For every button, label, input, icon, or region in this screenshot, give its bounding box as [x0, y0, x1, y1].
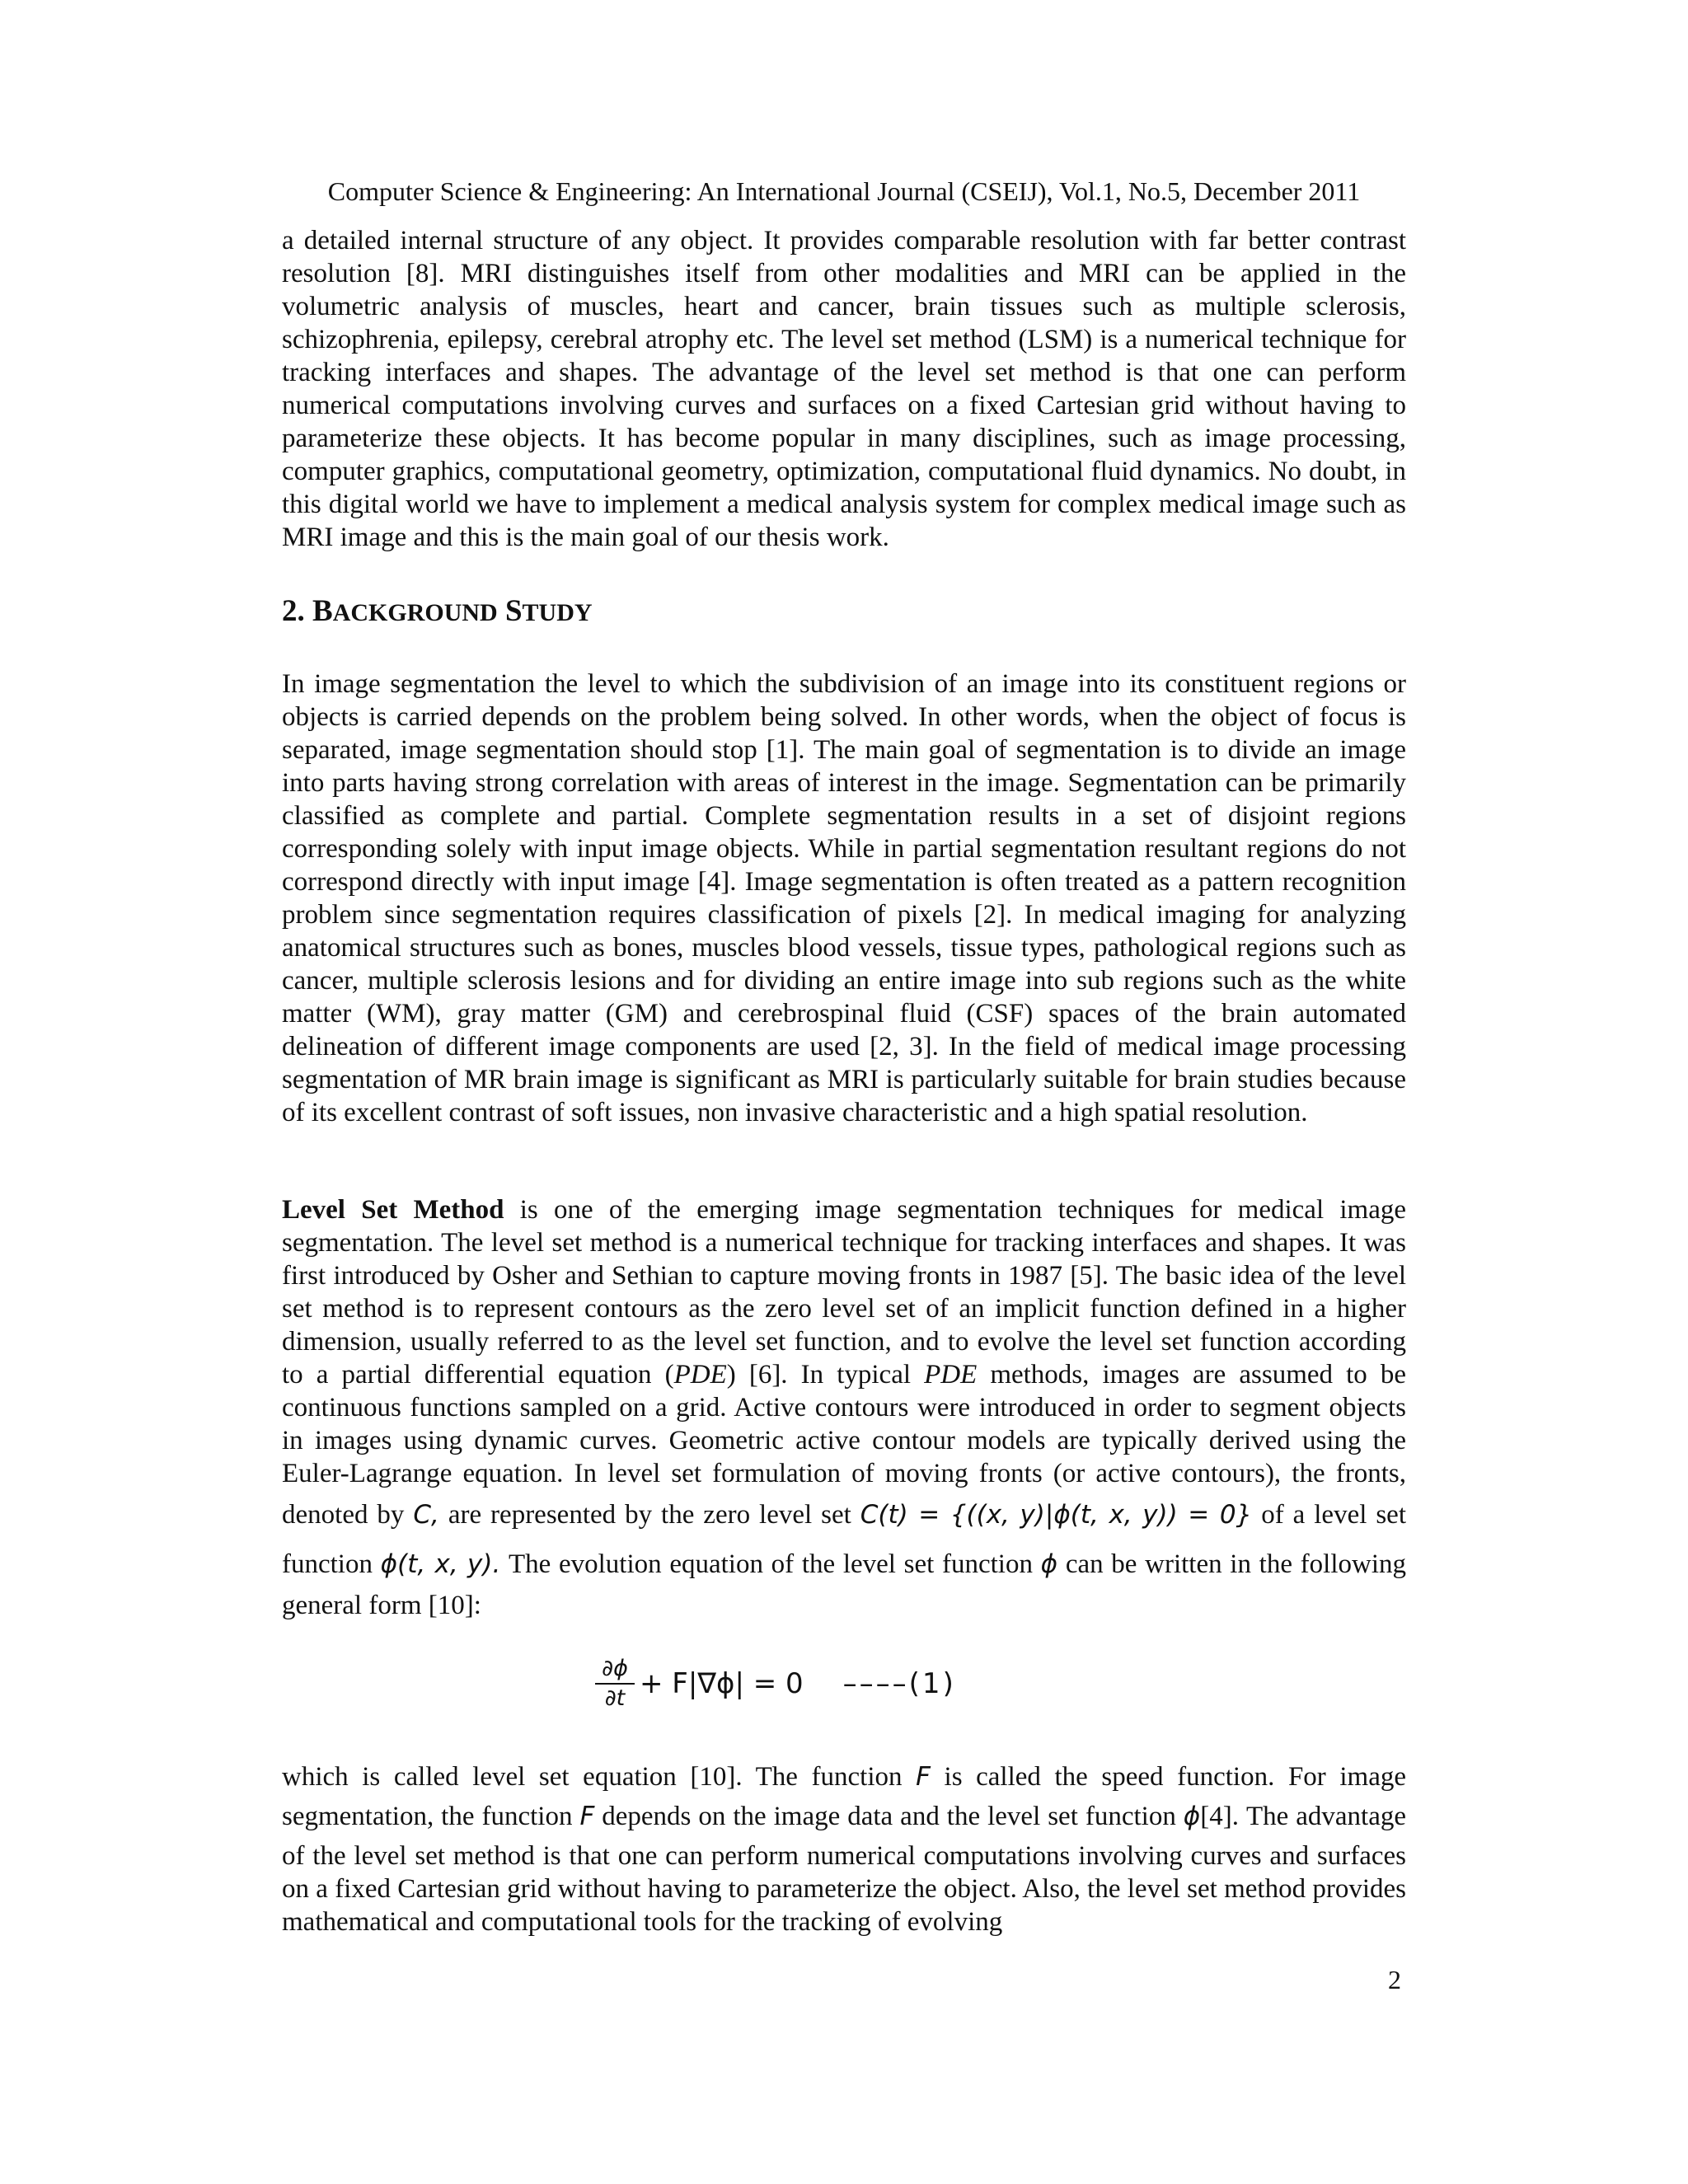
heading-rest-study: TUDY	[522, 599, 593, 626]
level-set-paragraph	[282, 1193, 1406, 1622]
background-paragraph: In image segmentation the level to which the subdivision of an image into its constituent regions or objects is carried depends on the problem being solved. In other words, when the object of focus is separated, image segmentation should stop [1]. The main goal of segmentation is to divide an image into parts having strong correlation with areas of interest in the image. Segmentation can be primarily classified as complete and partial. Complete segmentation results in a set of disjoint regions corresponding solely with input image objects. While in partial segmentation resultant regions do not correspond directly with input image [4]. Image segmentation is often treated as a pattern recognition problem since segmentation requires classification of pixels [2]. In medical imaging for analyzing anatomical structures such as bones, muscles blood vessels, tissue types, pathological regions such as cancer, multiple sclerosis lesions and for dividing an entire image into sub regions such as the white matter (WM), gray matter (GM) and cerebrospinal fluid (CSF) spaces of the brain automated delineation of different image components are used [2, 3]. In the field of medical image processing segmentation of MR brain image is significant as MRI is particularly suitable for brain studies because of its excellent contrast of soft issues, non invasive characteristic and a high spatial resolution.	[282, 669, 1406, 1127]
lsm-text-3: methods, images are assumed to be continuous functions sampled on a grid. Active contours were introduced in order to segment objects in images using dynamic curves. Geometric active contour models are typically derived using the Euler-Lagrange equation. In level set formulation of moving fronts (or active contours), the fronts, denoted by	[282, 1360, 1407, 1530]
lsm-text-4: are represented by the zero level set	[438, 1500, 860, 1530]
lsm-text-2: ) [6]. In typical	[726, 1360, 925, 1390]
final-text-3: depends on the image data and the level set function	[594, 1802, 1184, 1831]
math-zero-level-set: C(t) = {((x, y)|ϕ(t, x, y)) = 0}	[860, 1500, 1253, 1530]
math-phi-txy: ϕ(t, x, y).	[380, 1549, 501, 1579]
pde-term: PDE	[673, 1360, 727, 1390]
final-text-4: [4]. The advantage of the level set method is that one can perform numerical computations involving curves and surfaces on a fixed Cartesian grid without having to parameterize the object. Also, the level set method provides mathematical and computational tools for the tracking of evolving	[282, 1802, 1406, 1937]
level-set-bold-lead: Level Set Method	[282, 1195, 504, 1225]
final-text-1: which is called level set equation [10]. The function	[282, 1762, 917, 1792]
math-c: C,	[413, 1500, 439, 1530]
math-phi: ϕ	[1040, 1549, 1058, 1579]
heading-initial-s: S	[504, 594, 523, 628]
intro-paragraph: a detailed internal structure of any object. It provides comparable resolution with far better contrast resolution [8]. MRI distinguishes itself from other modalities and MRI can be applied in the volumetric analysis of muscles, heart and cancer, brain tissues such as multiple sclerosis, schizophrenia, epilepsy, cerebral atrophy etc. The level set method (LSM) is a numerical technique for tracking interfaces and shapes. The advantage of the level set method is that one can perform numerical computations involving curves and surfaces on a fixed Cartesian grid without having to parameterize these objects. It has become popular in many disciplines, such as image processing, computer graphics, computational geometry, optimization, computational fluid dynamics. No doubt, in this digital world we have to implement a medical analysis system for complex medical image such as MRI image and this is the main goal of our thesis work.	[282, 226, 1406, 552]
equation-number: ––––(1)	[842, 1667, 956, 1700]
lsm-text-6: The evolution equation of the level set function	[500, 1549, 1041, 1579]
section-number: 2.	[282, 594, 312, 628]
fraction-bar	[595, 1683, 635, 1685]
math-f: F	[916, 1762, 931, 1792]
lsm-text-5: of a level set function	[282, 1500, 1406, 1579]
level-set-equation	[595, 1657, 956, 1711]
journal-header: Computer Science & Engineering: An International Journal (CSEIJ), Vol.1, No.5, December 2011	[327, 176, 1361, 206]
math-f: F	[579, 1802, 595, 1831]
fraction-numerator: ∂ϕ	[602, 1656, 628, 1681]
lsm-text-1: is one of the emerging image segmentation techniques for medical image segmentation. The level set method is a numerical technique for tracking interfaces and shapes. It was first introduced by Osher and Sethian to capture moving fronts in 1987 [5]. The basic idea of the level set method is to represent contours as the zero level set of an implicit function defined in a higher dimension, usually referred to as the level set function, and to evolve the level set function according to a partial differential equation (	[282, 1195, 1407, 1390]
section-heading	[282, 593, 593, 631]
fraction-denominator: ∂t	[604, 1685, 626, 1711]
page-number: 2	[1388, 1965, 1401, 1994]
final-text-2: is called the speed function. For image segmentation, the function	[282, 1762, 1407, 1831]
partial-derivative-fraction	[595, 1657, 635, 1711]
equation-body: + F|∇ϕ| = 0	[640, 1667, 804, 1700]
heading-initial-b: B	[312, 594, 333, 628]
lsm-text-7: can be written in the following general form [10]:	[282, 1549, 1406, 1620]
pde-term: PDE	[924, 1360, 978, 1390]
math-phi: ϕ	[1183, 1802, 1201, 1831]
final-paragraph	[282, 1760, 1406, 1938]
heading-rest-background: ACKGROUND	[332, 599, 498, 626]
